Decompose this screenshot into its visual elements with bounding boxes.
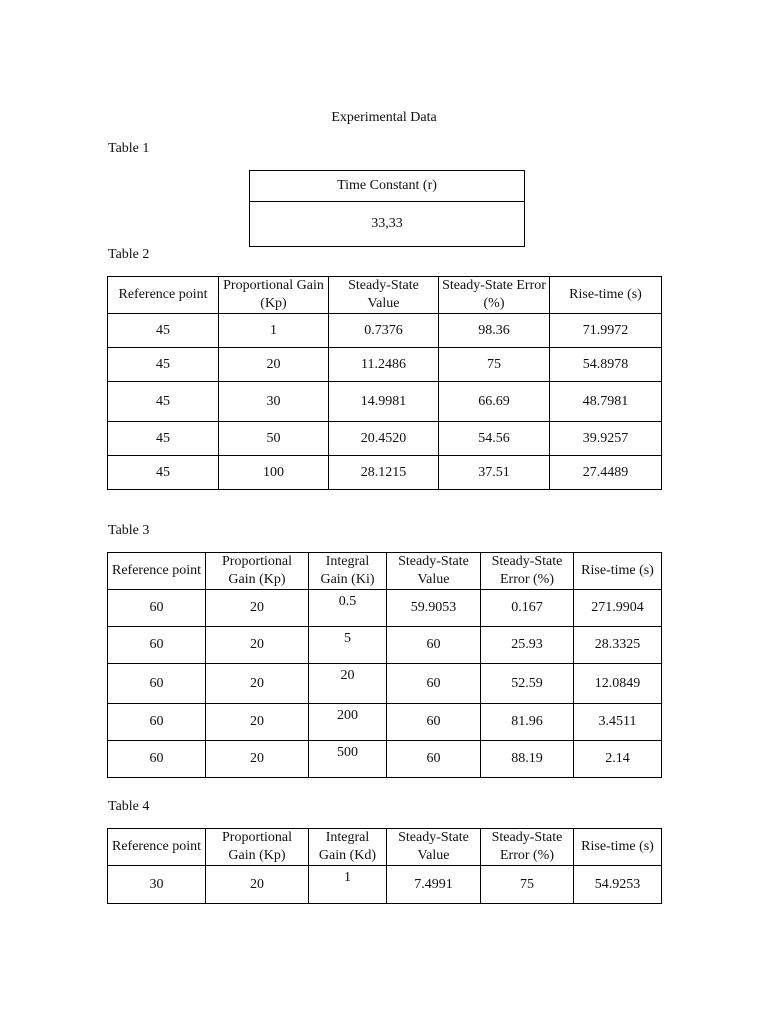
table-cell: 48.7981 <box>550 382 662 422</box>
table3-header-cell: Steady-State Value <box>387 553 481 590</box>
table4 <box>107 828 662 904</box>
table-cell: 45 <box>108 456 219 490</box>
table-cell: 45 <box>108 348 219 382</box>
table-cell: 30 <box>219 382 329 422</box>
table1-header: Time Constant (r) <box>250 171 525 202</box>
table-cell: 50 <box>219 422 329 456</box>
table-cell: 27.4489 <box>550 456 662 490</box>
table-cell: 59.9053 <box>387 590 481 627</box>
table4-header-cell: Reference point <box>108 829 206 866</box>
table2-header-cell: Proportional Gain (Kp) <box>219 277 329 314</box>
table-cell: 45 <box>108 314 219 348</box>
table3-header-cell: Reference point <box>108 553 206 590</box>
table3-label: Table 3 <box>108 523 150 538</box>
table-cell: 60 <box>387 704 481 741</box>
table-cell: 28.1215 <box>329 456 439 490</box>
table-cell: 54.8978 <box>550 348 662 382</box>
table-cell: 81.96 <box>481 704 574 741</box>
table-cell: 39.9257 <box>550 422 662 456</box>
table4-header-cell: Proportional Gain (Kp) <box>206 829 309 866</box>
table-cell: 37.51 <box>439 456 550 490</box>
table-cell: 54.9253 <box>574 866 662 904</box>
table-cell: 11.2486 <box>329 348 439 382</box>
table-cell: 271.9904 <box>574 590 662 627</box>
table-cell: 20 <box>219 348 329 382</box>
table4-header-row <box>108 829 662 866</box>
table-row <box>108 664 662 704</box>
table-cell: 45 <box>108 422 219 456</box>
table2-header-cell: Reference point <box>108 277 219 314</box>
table-cell: 12.0849 <box>574 664 662 704</box>
table-row <box>108 590 662 627</box>
table-cell: 88.19 <box>481 741 574 778</box>
table1-label: Table 1 <box>108 141 150 156</box>
table-row <box>108 422 662 456</box>
table-cell: 14.9981 <box>329 382 439 422</box>
table2-header-cell: Rise-time (s) <box>550 277 662 314</box>
table-cell: 98.36 <box>439 314 550 348</box>
table-cell: 75 <box>481 866 574 904</box>
table-row <box>108 382 662 422</box>
table-row <box>108 456 662 490</box>
table-cell: 60 <box>108 741 206 778</box>
table-cell: 0.5 <box>309 590 387 627</box>
table-cell: 52.59 <box>481 664 574 704</box>
table2-header-row <box>108 277 662 314</box>
table-cell: 100 <box>219 456 329 490</box>
table4-header-cell: Integral Gain (Kd) <box>309 829 387 866</box>
table-cell: 1 <box>309 866 387 904</box>
table-cell: 60 <box>108 627 206 664</box>
table-cell: 20 <box>206 664 309 704</box>
table2-header-cell: Steady-State Error (%) <box>439 277 550 314</box>
table-cell: 7.4991 <box>387 866 481 904</box>
table-cell: 60 <box>387 627 481 664</box>
table4-header-cell: Steady-State Value <box>387 829 481 866</box>
table-cell: 1 <box>219 314 329 348</box>
table-cell: 200 <box>309 704 387 741</box>
table-cell: 30 <box>108 866 206 904</box>
table-cell: 75 <box>439 348 550 382</box>
table-cell: 2.14 <box>574 741 662 778</box>
table4-label: Table 4 <box>108 799 150 814</box>
table-row <box>108 314 662 348</box>
table3-header-cell: Steady-State Error (%) <box>481 553 574 590</box>
table-cell: 66.69 <box>439 382 550 422</box>
table-cell: 20 <box>206 741 309 778</box>
table2 <box>107 276 662 490</box>
table-row <box>108 348 662 382</box>
table1 <box>249 170 525 247</box>
table-cell: 20 <box>206 704 309 741</box>
document-title: Experimental Data <box>331 110 437 125</box>
table-cell: 28.3325 <box>574 627 662 664</box>
table-cell: 54.56 <box>439 422 550 456</box>
table-cell: 60 <box>387 741 481 778</box>
table4-header-cell: Steady-State Error (%) <box>481 829 574 866</box>
table-row <box>108 866 662 904</box>
table2-header-cell: Steady-State Value <box>329 277 439 314</box>
table4-header-cell: Rise-time (s) <box>574 829 662 866</box>
table-cell: 60 <box>108 664 206 704</box>
table-cell: 0.167 <box>481 590 574 627</box>
table-cell: 60 <box>387 664 481 704</box>
table-cell: 20 <box>206 590 309 627</box>
table-cell: 3.4511 <box>574 704 662 741</box>
table-cell: 500 <box>309 741 387 778</box>
table-cell: 5 <box>309 627 387 664</box>
table-cell: 0.7376 <box>329 314 439 348</box>
table3 <box>107 552 662 778</box>
table1-value: 33,33 <box>250 202 525 247</box>
table2-label: Table 2 <box>108 247 150 262</box>
table-cell: 45 <box>108 382 219 422</box>
table-cell: 20 <box>206 866 309 904</box>
table-cell: 60 <box>108 590 206 627</box>
table-row <box>108 627 662 664</box>
table-row <box>108 741 662 778</box>
table3-header-cell: Rise-time (s) <box>574 553 662 590</box>
table-cell: 25.93 <box>481 627 574 664</box>
table3-header-row <box>108 553 662 590</box>
table-row <box>108 704 662 741</box>
table3-header-cell: Integral Gain (Ki) <box>309 553 387 590</box>
table-cell: 71.9972 <box>550 314 662 348</box>
table-cell: 20.4520 <box>329 422 439 456</box>
table-cell: 20 <box>206 627 309 664</box>
table-cell: 60 <box>108 704 206 741</box>
table3-header-cell: Proportional Gain (Kp) <box>206 553 309 590</box>
table-cell: 20 <box>309 664 387 704</box>
